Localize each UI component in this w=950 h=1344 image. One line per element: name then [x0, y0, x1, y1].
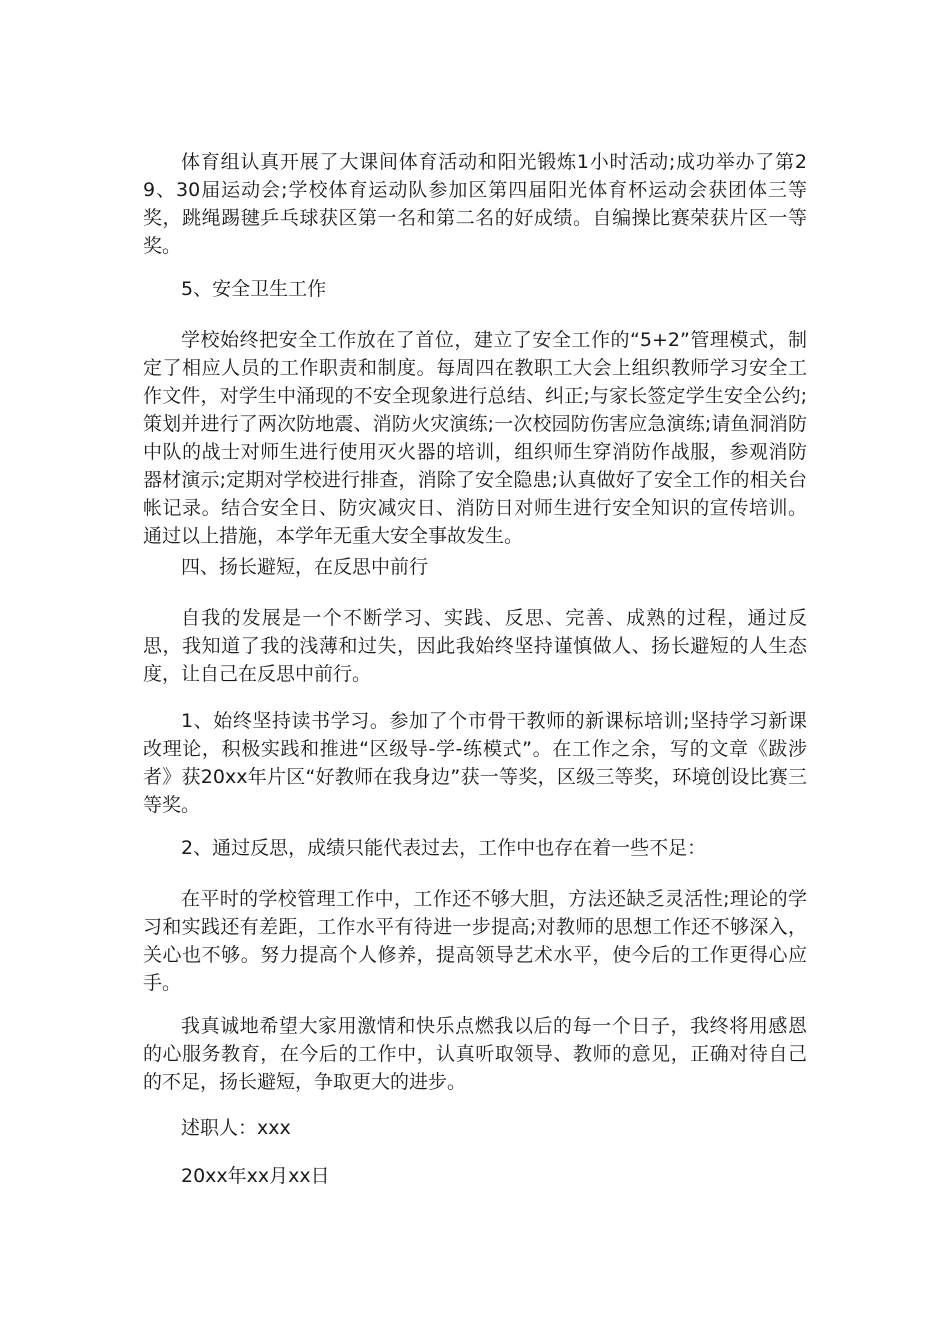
paragraph-self-development: 自我的发展是一个不断学习、实践、反思、完善、成熟的过程，通过反思，我知道了我的浅薄和过失，因此我始终坚持谨慎做人、扬长避短的人生态度，让自己在反思中前行。: [143, 607, 807, 685]
paragraph-shortcomings-intro: 2、通过反思，成绩只能代表过去，工作中也存在着一些不足：: [181, 837, 707, 859]
heading-safety-hygiene: 5、安全卫生工作: [181, 278, 327, 300]
heading-reflection: 四、扬长避短，在反思中前行: [181, 556, 429, 578]
paragraph-reading-study: 1、始终坚持读书学习。参加了个市骨干教师的新课标培训;坚持学习新课改理论，积极实践和推进“区级导-学-练模式”。在工作之余，写的文章《跋涉者》获20xx年片区“好教师在我身边”获一等奖，区级三等奖，环境创设比赛三等奖。: [143, 710, 807, 816]
paragraph-safety: 学校始终把安全工作放在了首位，建立了安全工作的“5+2”管理模式，制定了相应人员的工作职责和制度。每周四在教职工大会上组织教师学习安全工作文件，对学生中涌现的不安全现象进行总结、纠正;与家长签定学生安全公约;策划并进行了两次防地震、消防火灾演练;一次校园防伤害应急演练;请鱼洞消防中队的战士对师生进行使用灭火器的培训，组织师生穿消防作战服，参观消防器材演示;定期对学校进行排查，消除了安全隐患;认真做好了安全工作的相关台帐记录。结合安全日、防灾减灾日、消防日对师生进行安全知识的宣传培训。通过以上措施，本学年无重大安全事故发生。: [143, 329, 807, 547]
paragraph-closing: 我真诚地希望大家用激情和快乐点燃我以后的每一个日子，我终将用感恩的心服务教育，在今后的工作中，认真听取领导、教师的意见，正确对待自己的不足，扬长避短，争取更大的进步。: [143, 1015, 807, 1093]
reporter-signature: 述职人：xxx: [181, 1117, 291, 1139]
paragraph-shortcomings: 在平时的学校管理工作中，工作还不够大胆，方法还缺乏灵活性;理论的学习和实践还有差距，工作水平有待进一步提高;对教师的思想工作还不够深入，关心也不够。努力提高个人修养，提高领导艺术水平，使今后的工作更得心应手。: [143, 888, 807, 994]
report-date: 20xx年xx月xx日: [181, 1165, 330, 1187]
paragraph-sports: 体育组认真开展了大课间体育活动和阳光锻炼1小时活动;成功举办了第29、30届运动会;学校体育运动队参加区第四届阳光体育杯运动会获团体三等奖，跳绳踢毽乒乓球获区第一名和第二名的好成绩。自编操比赛荣获片区一等奖。: [143, 151, 807, 257]
